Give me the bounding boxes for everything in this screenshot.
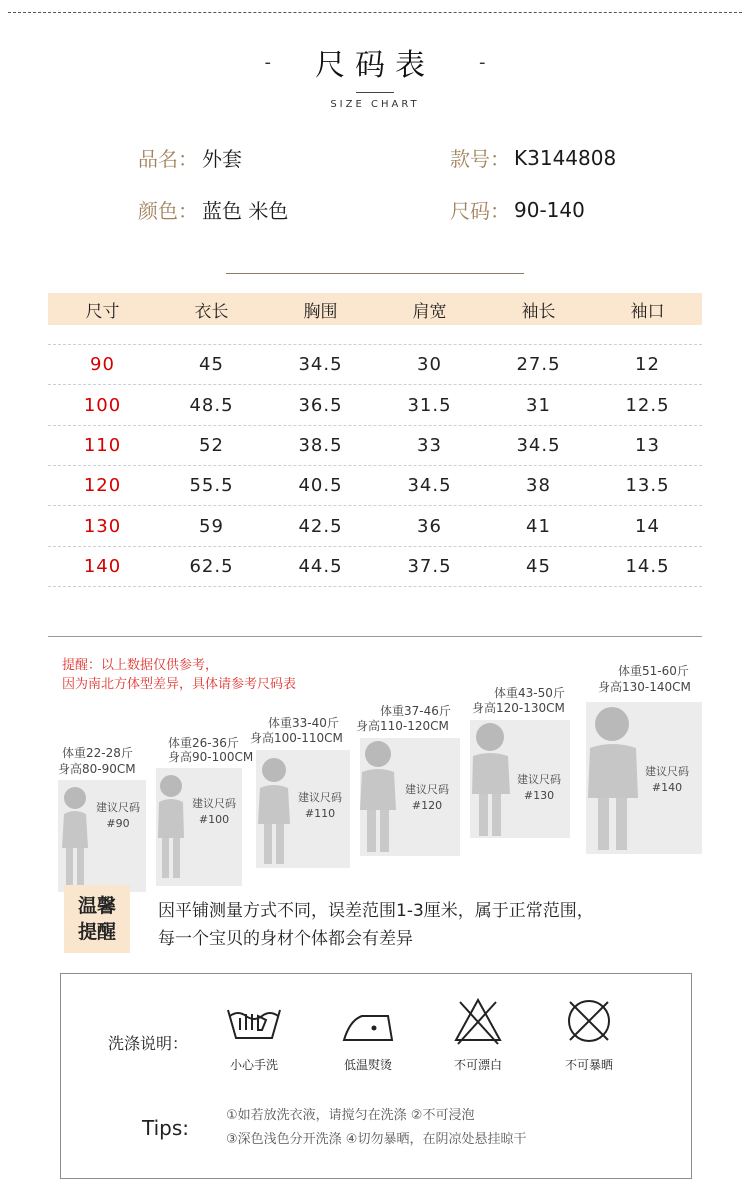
reminder-line: 提醒：以上数据仅供参考， — [62, 658, 219, 673]
weight-range: 体重26-36斤 — [168, 736, 239, 750]
title-dash-right: - — [479, 51, 486, 73]
section-divider — [48, 636, 702, 637]
hand-wash-icon — [226, 1000, 282, 1046]
recommend-label: 建议尺码 — [405, 783, 449, 796]
recommend-size: #130 — [523, 789, 555, 802]
table-cell: 41 — [526, 516, 551, 537]
title-underline — [356, 92, 394, 93]
table-cell: 36 — [417, 516, 442, 537]
recommend-size: #100 — [198, 813, 230, 826]
tip-line: ③深色浅色分开洗涤 ④切勿暴晒，在阴凉处悬挂晾干 — [226, 1132, 527, 1147]
care-label: 不可漂白 — [453, 1058, 502, 1072]
recommend-size: #120 — [411, 799, 443, 812]
page-title: 尺码表 — [315, 48, 435, 83]
table-cell: 38.5 — [298, 435, 343, 456]
care-label: 低温熨烫 — [343, 1058, 392, 1072]
table-cell-size: 120 — [83, 475, 122, 496]
no-bleach-icon — [452, 996, 504, 1046]
table-row — [48, 507, 702, 547]
size-range-value: 90-140 — [514, 197, 585, 222]
size-range-row — [450, 195, 585, 224]
color-row — [138, 195, 288, 224]
low-iron-icon — [340, 1006, 396, 1046]
table-cell: 62.5 — [189, 556, 234, 577]
size-table-header — [48, 293, 702, 325]
table-cell: 55.5 — [189, 475, 234, 496]
column-header: 尺寸 — [85, 301, 120, 322]
table-cell: 12 — [635, 354, 660, 375]
table-cell: 14.5 — [625, 556, 670, 577]
notice-badge-line: 提醒 — [77, 921, 116, 943]
height-range: 身高130-140CM — [598, 680, 691, 694]
recommend-label: 建议尺码 — [645, 765, 689, 778]
section-divider — [226, 273, 524, 274]
product-name-row — [138, 143, 242, 172]
table-cell: 13 — [635, 435, 660, 456]
product-name-key: 品名： — [138, 147, 198, 171]
recommend-label: 建议尺码 — [517, 773, 561, 786]
size-range-key: 尺码： — [450, 199, 510, 223]
child-silhouette-icon — [156, 772, 186, 884]
tip-line: ①如若放洗衣液，请搅匀在洗涤 ②不可浸泡 — [226, 1108, 475, 1123]
table-cell: 31 — [526, 395, 551, 416]
recommend-label: 建议尺码 — [96, 801, 140, 814]
column-header: 衣长 — [194, 301, 229, 322]
size-chart-header — [0, 40, 750, 110]
weight-range: 体重51-60斤 — [618, 664, 689, 678]
column-header: 袖长 — [521, 301, 556, 322]
table-cell: 44.5 — [298, 556, 343, 577]
reminder-line: 因为南北方体型差异，具体请参考尺码表 — [62, 677, 297, 692]
child-silhouette-icon — [256, 756, 292, 868]
recommend-size: #140 — [651, 781, 683, 794]
table-cell: 52 — [199, 435, 224, 456]
notice-line: 因平铺测量方式不同，误差范围1-3厘米，属于正常范围， — [158, 901, 594, 921]
weight-range: 体重33-40斤 — [268, 716, 339, 730]
table-cell: 34.5 — [516, 435, 561, 456]
column-header: 胸围 — [303, 301, 338, 322]
recommend-size: #110 — [304, 807, 336, 820]
notice-badge — [64, 885, 130, 953]
style-number-row — [450, 143, 616, 172]
height-range: 身高110-120CM — [356, 719, 449, 733]
table-cell: 12.5 — [625, 395, 670, 416]
child-silhouette-icon — [358, 738, 398, 856]
table-cell: 13.5 — [625, 475, 670, 496]
table-row — [48, 547, 702, 587]
color-key: 颜色： — [138, 199, 198, 223]
top-dashed-divider — [8, 12, 742, 13]
table-cell: 45 — [199, 354, 224, 375]
weight-range: 体重22-28斤 — [62, 746, 133, 760]
column-header: 袖口 — [630, 301, 665, 322]
title-dash-left: - — [264, 51, 271, 73]
table-cell: 34.5 — [407, 475, 452, 496]
table-cell: 33 — [417, 435, 442, 456]
table-cell: 30 — [417, 354, 442, 375]
table-cell: 38 — [526, 475, 551, 496]
care-label: 不可暴晒 — [564, 1058, 613, 1072]
table-cell-size: 110 — [83, 435, 122, 456]
table-row — [48, 426, 702, 466]
table-cell: 45 — [526, 556, 551, 577]
style-number-key: 款号： — [450, 147, 510, 171]
table-cell: 36.5 — [298, 395, 343, 416]
recommend-size: #90 — [106, 817, 130, 830]
table-cell: 42.5 — [298, 516, 343, 537]
notice-text — [158, 897, 594, 953]
height-range: 身高100-110CM — [250, 731, 343, 745]
child-silhouette-icon — [60, 784, 90, 892]
table-row — [48, 345, 702, 385]
recommend-label: 建议尺码 — [298, 791, 342, 804]
height-range: 身高120-130CM — [472, 701, 565, 715]
table-cell: 40.5 — [298, 475, 343, 496]
height-range: 身高80-90CM — [58, 762, 136, 776]
style-number-value: K3144808 — [514, 145, 617, 170]
page-subtitle: SIZE CHART — [330, 99, 420, 110]
product-name-value: 外套 — [202, 147, 242, 171]
column-header: 肩宽 — [412, 301, 447, 322]
table-cell: 31.5 — [407, 395, 452, 416]
recommend-label: 建议尺码 — [192, 797, 236, 810]
weight-range: 体重37-46斤 — [380, 704, 451, 718]
table-cell: 48.5 — [189, 395, 234, 416]
notice-badge-line: 温馨 — [77, 895, 116, 917]
no-sun-icon — [564, 996, 614, 1046]
height-range: 身高90-100CM — [168, 750, 254, 764]
table-cell: 14 — [635, 516, 660, 537]
notice-line: 每一个宝贝的身材个体都会有差异 — [158, 929, 413, 949]
table-cell: 27.5 — [516, 354, 561, 375]
table-row — [48, 466, 702, 506]
care-label: 小心手洗 — [229, 1058, 278, 1072]
reminder-note — [62, 656, 296, 694]
weight-range: 体重43-50斤 — [494, 686, 565, 700]
table-cell-size: 140 — [83, 556, 122, 577]
table-cell: 59 — [199, 516, 224, 537]
table-cell: 34.5 — [298, 354, 343, 375]
table-cell-size: 100 — [83, 395, 122, 416]
table-cell: 37.5 — [407, 556, 452, 577]
care-title: 洗涤说明： — [108, 1034, 189, 1053]
tips-label: Tips: — [142, 1116, 190, 1140]
table-cell-size: 130 — [83, 516, 122, 537]
table-cell-size: 90 — [90, 354, 115, 375]
color-value: 蓝色 米色 — [202, 199, 289, 223]
table-row — [48, 386, 702, 426]
